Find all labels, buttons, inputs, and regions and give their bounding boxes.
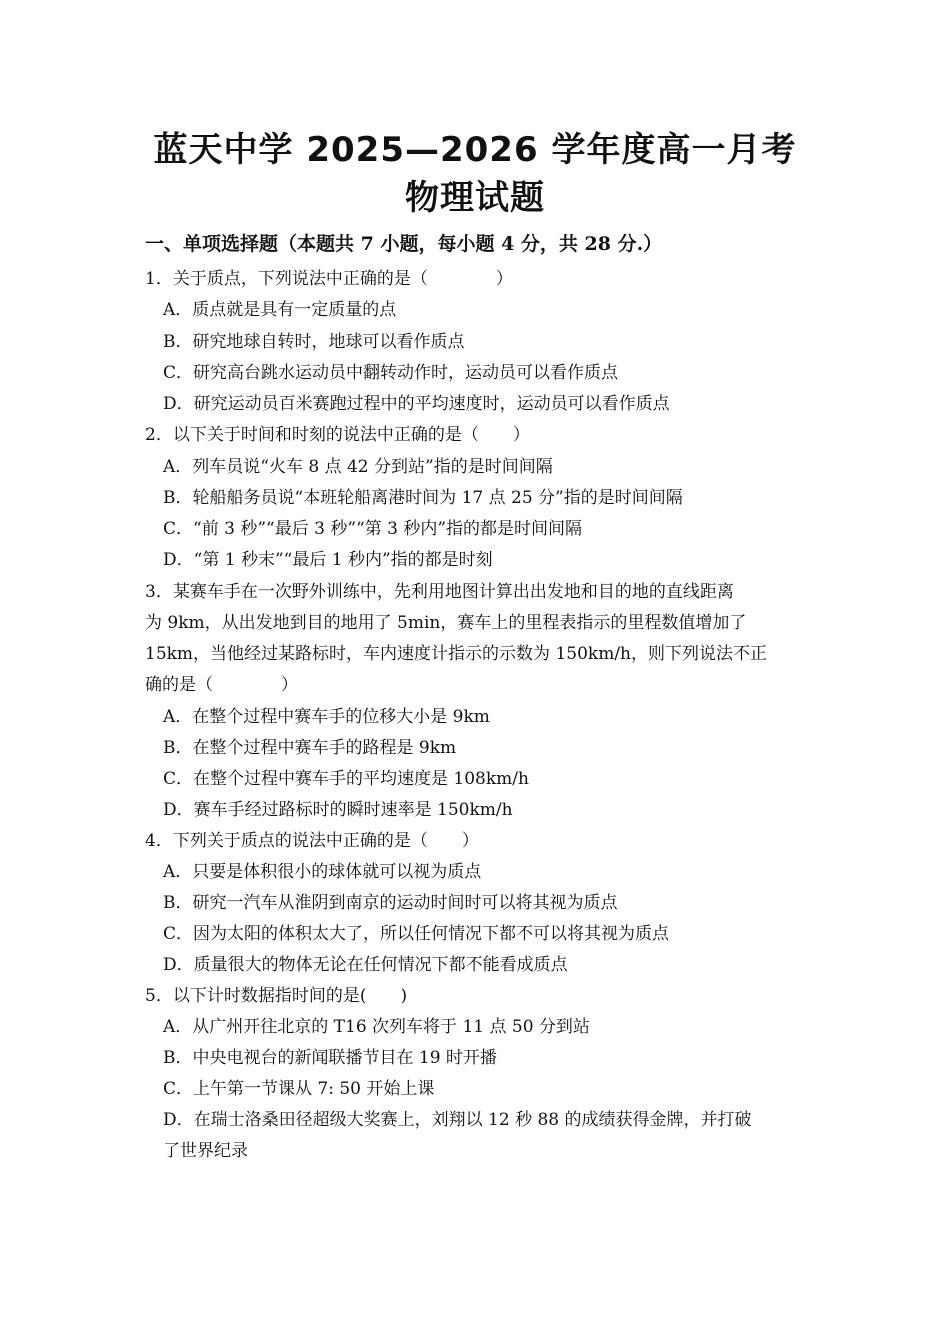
question-5-option-c: C．上午第一节课从 7: 50 开始上课 — [163, 1079, 435, 1099]
question-2-option-c: C．“前 3 秒”“最后 3 秒”“第 3 秒内”指的都是时间间隔 — [163, 519, 583, 539]
question-1-option-b: B．研究地球自转时，地球可以看作质点 — [163, 332, 465, 352]
question-4-option-a: A．只要是体积很小的球体就可以视为质点 — [163, 862, 482, 882]
question-5-option-d-continued: 了世界纪录 — [163, 1141, 248, 1161]
question-2-option-b: B．轮船船务员说“本班轮船离港时间为 17 点 25 分”指的是时间间隔 — [163, 488, 683, 508]
question-3-option-b: B．在整个过程中赛车手的路程是 9km — [163, 738, 457, 758]
question-1-stem: 1．关于质点，下列说法中正确的是（ ） — [145, 269, 513, 289]
question-5-option-a: A．从广州开往北京的 T16 次列车将于 11 点 50 分到站 — [163, 1017, 590, 1037]
question-3-stem-line-4: 确的是（ ） — [145, 675, 298, 695]
question-3-option-a: A．在整个过程中赛车手的位移大小是 9km — [163, 707, 490, 727]
question-4-option-b: B．研究一汽车从淮阴到南京的运动时间时可以将其视为质点 — [163, 893, 618, 913]
question-3-stem-line-2: 为 9km，从出发地到目的地用了 5min，赛车上的里程表指示的里程数值增加了 — [145, 613, 747, 633]
question-2-option-a: A．列车员说“火车 8 点 42 分到站”指的是时间间隔 — [163, 457, 553, 477]
question-5-option-d: D．在瑞士洛桑田径超级大奖赛上，刘翔以 12 秒 88 的成绩获得金牌，并打破 — [163, 1110, 752, 1130]
question-3-stem-line-3: 15km，当他经过某路标时，车内速度计指示的示数为 150km/h，则下列说法不正 — [145, 644, 768, 664]
exam-title: 蓝天中学 2025—2026 学年度高一月考 — [153, 130, 797, 170]
question-5-option-b: B．中央电视台的新闻联播节目在 19 时开播 — [163, 1048, 497, 1068]
question-4-option-c: C．因为太阳的体积太大了，所以任何情况下都不可以将其视为质点 — [163, 924, 670, 944]
section-heading: 一、单项选择题（本题共 7 小题，每小题 4 分，共 28 分.） — [145, 233, 663, 255]
question-4-stem: 4．下列关于质点的说法中正确的是（ ） — [145, 831, 479, 851]
question-2-option-d: D．“第 1 秒末”“最后 1 秒内”指的都是时刻 — [163, 550, 493, 570]
question-1-option-a: A．质点就是具有一定质量的点 — [163, 300, 397, 320]
question-1-option-d: D．研究运动员百米赛跑过程中的平均速度时，运动员可以看作质点 — [163, 394, 670, 414]
question-3-stem-line-1: 3．某赛车手在一次野外训练中，先利用地图计算出出发地和目的地的直线距离 — [145, 582, 734, 602]
question-5-stem: 5．以下计时数据指时间的是( ) — [145, 986, 408, 1006]
question-3-option-d: D．赛车手经过路标时的瞬时速率是 150km/h — [163, 800, 513, 820]
question-4-option-d: D．质量很大的物体无论在任何情况下都不能看成质点 — [163, 955, 568, 975]
question-1-option-c: C．研究高台跳水运动员中翻转动作时，运动员可以看作质点 — [163, 363, 619, 383]
exam-subtitle: 物理试题 — [405, 178, 545, 218]
question-3-option-c: C．在整个过程中赛车手的平均速度是 108km/h — [163, 769, 529, 789]
question-2-stem: 2．以下关于时间和时刻的说法中正确的是（ ） — [145, 425, 530, 445]
